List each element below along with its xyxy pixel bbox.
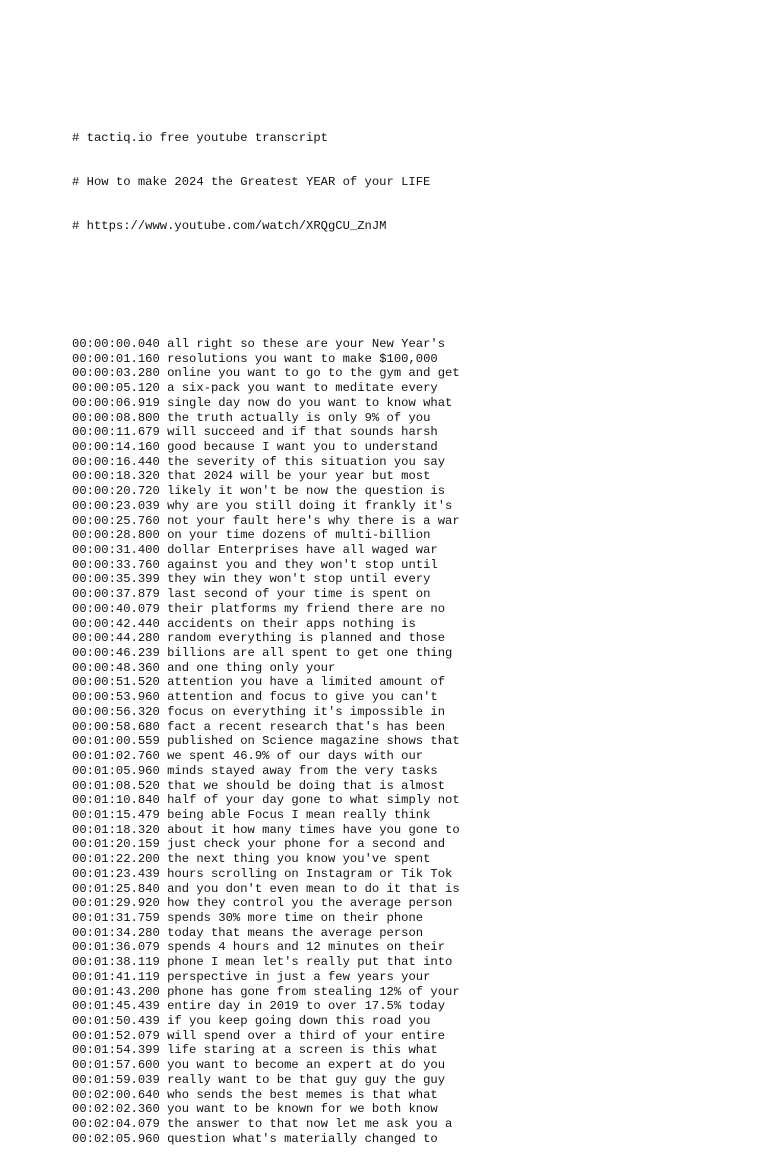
timestamp-separator [160,1117,167,1131]
caption-text: just check your phone for a second and [167,837,446,852]
caption-text: we spent 46.9% of our days with our [167,749,424,764]
transcript-line [72,411,460,426]
timestamp-separator [160,337,167,351]
timestamp: 00:01:20.159 [72,837,160,852]
caption-text: online you want to go to the gym and get [167,366,460,381]
timestamp-separator [160,587,167,601]
transcript-line [72,499,460,514]
caption-text: why are you still doing it frankly it's [167,498,453,513]
timestamp-separator [160,1102,167,1116]
caption-text: phone I mean let's really put that into [167,955,453,970]
transcript-line [72,808,460,823]
caption-text: you want to be known for we both know [167,1102,438,1117]
timestamp-separator [160,955,167,969]
transcript-line [72,764,460,779]
transcript-line [72,558,460,573]
timestamp: 00:00:11.679 [72,425,160,440]
caption-text: the truth actually is only 9% of you [167,410,431,425]
transcript-line [72,602,460,617]
timestamp: 00:00:37.879 [72,587,160,602]
timestamp-separator [160,572,167,586]
timestamp-separator [160,985,167,999]
caption-text: accidents on their apps nothing is [167,616,416,631]
timestamp: 00:00:23.039 [72,498,160,513]
timestamp: 00:00:51.520 [72,675,160,690]
timestamp-separator [160,631,167,645]
caption-text: half of your day gone to what simply not [167,793,460,808]
caption-text: that we should be doing that is almost [167,778,446,793]
transcript-line [72,985,460,1000]
timestamp-separator [160,896,167,910]
timestamp: 00:00:20.720 [72,484,160,499]
timestamp: 00:01:59.039 [72,1072,160,1087]
caption-text: published on Science magazine shows that [167,734,460,749]
transcript-line [72,793,460,808]
timestamp: 00:01:02.760 [72,749,160,764]
timestamp: 00:01:34.280 [72,925,160,940]
caption-text: billions are all spent to get one thing [167,646,453,661]
timestamp-separator [160,558,167,572]
timestamp: 00:00:08.800 [72,410,160,425]
transcript-line [72,1102,460,1117]
timestamp: 00:01:31.759 [72,910,160,925]
timestamp: 00:00:46.239 [72,646,160,661]
timestamp-separator [160,764,167,778]
caption-text: dollar Enterprises have all waged war [167,543,438,557]
transcript-line [72,617,460,632]
caption-text: random everything is planned and those [167,631,446,646]
caption-text: spends 30% more time on their phone [167,910,424,925]
timestamp: 00:00:05.120 [72,381,160,396]
timestamp: 00:01:45.439 [72,999,160,1014]
timestamp: 00:01:57.600 [72,1058,160,1073]
timestamp: 00:00:14.160 [72,439,160,454]
transcript-line [72,705,460,720]
header-url-line: # https://www.youtube.com/watch/XRQgCU_ZnJM [72,219,387,234]
transcript-line [72,484,460,499]
timestamp: 00:01:43.200 [72,984,160,999]
timestamp-separator [160,779,167,793]
timestamp-separator [160,837,167,851]
header-source-line: # tactiq.io free youtube transcript [72,130,328,145]
timestamp: 00:02:04.079 [72,1117,160,1132]
timestamp-separator [160,1132,167,1146]
timestamp-separator [160,823,167,837]
transcript-line [72,955,460,970]
timestamp-separator [160,646,167,660]
transcript-line [72,337,460,352]
timestamp-separator [160,940,167,954]
transcript-line [72,631,460,646]
timestamp-separator [160,1029,167,1043]
timestamp: 00:01:05.960 [72,763,160,778]
timestamp-separator [160,720,167,734]
timestamp: 00:01:29.920 [72,896,160,911]
transcript-line [72,779,460,794]
caption-text: single day now do you want to know what [167,395,453,410]
timestamp: 00:02:05.960 [72,1131,160,1146]
timestamp-separator [160,970,167,984]
caption-text: phone has gone from stealing 12% of your [167,984,460,999]
caption-text: entire day in 2019 to over 17.5% today [167,999,446,1014]
timestamp-separator [160,1058,167,1072]
timestamp-separator [160,440,167,454]
transcript-line [72,867,460,882]
timestamp-separator [160,1014,167,1028]
caption-text: their platforms my friend there are no [167,601,446,616]
transcript-line [72,1058,460,1073]
caption-text: not your fault here's why there is a war [167,513,460,528]
timestamp: 00:01:50.439 [72,1014,160,1028]
transcript-line [72,690,460,705]
timestamp: 00:01:18.320 [72,822,160,837]
transcript-line [72,646,460,661]
caption-text: how they control you the average person [167,896,453,911]
transcript-line [72,1132,460,1147]
caption-text: being able Focus I mean really think [167,807,431,822]
transcript-line [72,396,460,411]
caption-text: the answer to that now let me ask you a [167,1117,453,1132]
transcript-header [72,101,460,263]
transcript-line [72,852,460,867]
timestamp-separator [160,352,167,366]
transcript-line [72,455,460,470]
caption-text: really want to be that guy guy the guy [167,1072,446,1087]
transcript-line [72,1117,460,1132]
transcript-line [72,882,460,897]
timestamp-separator [160,528,167,542]
transcript-line [72,940,460,955]
timestamp: 00:02:00.640 [72,1087,160,1102]
timestamp: 00:01:08.520 [72,778,160,793]
timestamp: 00:00:06.919 [72,395,160,410]
caption-text: hours scrolling on Instagram or Tik Tok [167,866,453,881]
timestamp: 00:00:33.760 [72,557,160,572]
timestamp: 00:01:10.840 [72,793,160,808]
caption-text: attention and focus to give you can't [167,690,438,705]
caption-text: will succeed and if that sounds harsh [167,425,438,440]
caption-text: life staring at a screen is this what [167,1043,438,1058]
caption-text: about it how many times have you gone to [167,822,460,837]
transcript-line [72,734,460,749]
caption-text: against you and they won't stop until [167,557,438,572]
caption-text: that 2024 will be your year but most [167,469,431,484]
header-title-line: # How to make 2024 the Greatest YEAR of your LIFE [72,175,431,190]
transcript-line [72,1073,460,1088]
timestamp-separator [160,926,167,940]
timestamp-separator [160,675,167,689]
timestamp-separator [160,808,167,822]
transcript-line [72,514,460,529]
timestamp-separator [160,793,167,807]
timestamp-separator [160,411,167,425]
caption-text: spends 4 hours and 12 minutes on their [167,940,446,955]
timestamp: 00:00:16.440 [72,454,160,469]
timestamp-separator [160,602,167,616]
caption-text: all right so these are your New Year's [167,336,446,351]
transcript-line [72,661,460,676]
transcript-line [72,926,460,941]
caption-text: last second of your time is spent on [167,587,431,602]
timestamp-separator [160,661,167,675]
caption-text: on your time dozens of multi-billion [167,528,431,543]
caption-text: good because I want you to understand [167,439,438,454]
timestamp: 00:00:18.320 [72,469,160,484]
timestamp-separator [160,484,167,498]
timestamp-separator [160,469,167,483]
timestamp: 00:01:52.079 [72,1028,160,1043]
caption-text: minds stayed away from the very tasks [167,763,438,778]
timestamp: 00:00:03.280 [72,366,160,381]
timestamp: 00:01:00.559 [72,734,160,749]
timestamp-separator [160,425,167,439]
timestamp: 00:00:58.680 [72,719,160,734]
timestamp: 00:00:25.760 [72,513,160,528]
timestamp: 00:01:38.119 [72,955,160,970]
transcript-line [72,896,460,911]
transcript-line [72,749,460,764]
timestamp-separator [160,1073,167,1087]
timestamp-separator [160,999,167,1013]
caption-text: and you don't even mean to do it that is [167,881,460,896]
timestamp: 00:01:54.399 [72,1043,160,1058]
timestamp: 00:00:40.079 [72,601,160,616]
timestamp-separator [160,366,167,380]
timestamp-separator [160,1088,167,1102]
timestamp: 00:01:25.840 [72,881,160,896]
timestamp-separator [160,749,167,763]
timestamp: 00:00:56.320 [72,704,160,719]
timestamp: 00:01:22.200 [72,852,160,867]
transcript-line [72,440,460,455]
caption-text: the next thing you know you've spent [167,852,431,867]
caption-text: fact a recent research that's has been [167,719,446,734]
caption-text: you want to become an expert at do you [167,1058,446,1073]
caption-text: resolutions you want to make $100,000 [167,351,438,366]
timestamp: 00:00:53.960 [72,690,160,705]
transcript-line [72,1014,460,1029]
timestamp: 00:00:35.399 [72,572,160,587]
transcript-line [72,572,460,587]
timestamp-separator [160,455,167,469]
timestamp-separator [160,852,167,866]
caption-text: will spend over a third of your entire [167,1028,446,1043]
caption-text: perspective in just a few years your [167,969,431,984]
timestamp: 00:01:23.439 [72,866,160,881]
timestamp: 00:00:42.440 [72,616,160,631]
transcript-lines [72,337,460,1147]
timestamp: 00:01:41.119 [72,969,160,984]
transcript-line [72,837,460,852]
caption-text: and one thing only your [167,660,336,675]
transcript-line [72,469,460,484]
caption-text: who sends the best memes is that what [167,1087,438,1102]
transcript-line [72,366,460,381]
timestamp-separator [160,381,167,395]
caption-text: attention you have a limited amount of [167,675,446,690]
timestamp-separator [160,734,167,748]
transcript-line [72,543,460,558]
transcript-line [72,675,460,690]
caption-text: if you keep going down this road you [167,1014,431,1028]
timestamp: 00:00:01.160 [72,351,160,366]
transcript-line [72,823,460,838]
timestamp-separator [160,499,167,513]
transcript-line [72,999,460,1014]
transcript-line [72,970,460,985]
timestamp: 00:00:28.800 [72,528,160,543]
caption-text: the severity of this situation you say [167,454,446,469]
timestamp: 00:00:44.280 [72,631,160,646]
timestamp: 00:00:48.360 [72,660,160,675]
timestamp: 00:01:36.079 [72,940,160,955]
transcript-line [72,528,460,543]
transcript-line [72,352,460,367]
timestamp-separator [160,911,167,925]
timestamp-separator [160,705,167,719]
caption-text: question what's materially changed to [167,1131,438,1146]
caption-text: focus on everything it's impossible in [167,704,446,719]
transcript-line [72,425,460,440]
timestamp: 00:00:00.040 [72,336,160,351]
timestamp: 00:01:15.479 [72,807,160,822]
transcript-line [72,1029,460,1044]
timestamp-separator [160,617,167,631]
timestamp: 00:02:02.360 [72,1102,160,1117]
timestamp: 00:00:31.400 [72,543,160,557]
timestamp-separator [160,1043,167,1057]
transcript-line [72,1043,460,1058]
transcript-line [72,911,460,926]
header-spacer [72,293,460,308]
caption-text: they win they won't stop until every [167,572,431,587]
transcript-line [72,381,460,396]
caption-text: a six-pack you want to meditate every [167,381,438,396]
caption-text: today that means the average person [167,925,424,940]
timestamp-separator [160,543,167,557]
caption-text: likely it won't be now the question is [167,484,446,499]
timestamp-separator [160,690,167,704]
transcript-line [72,1088,460,1103]
timestamp-separator [160,514,167,528]
timestamp-separator [160,867,167,881]
transcript-document [72,72,460,1161]
transcript-line [72,587,460,602]
timestamp-separator [160,882,167,896]
transcript-line [72,720,460,735]
timestamp-separator [160,396,167,410]
